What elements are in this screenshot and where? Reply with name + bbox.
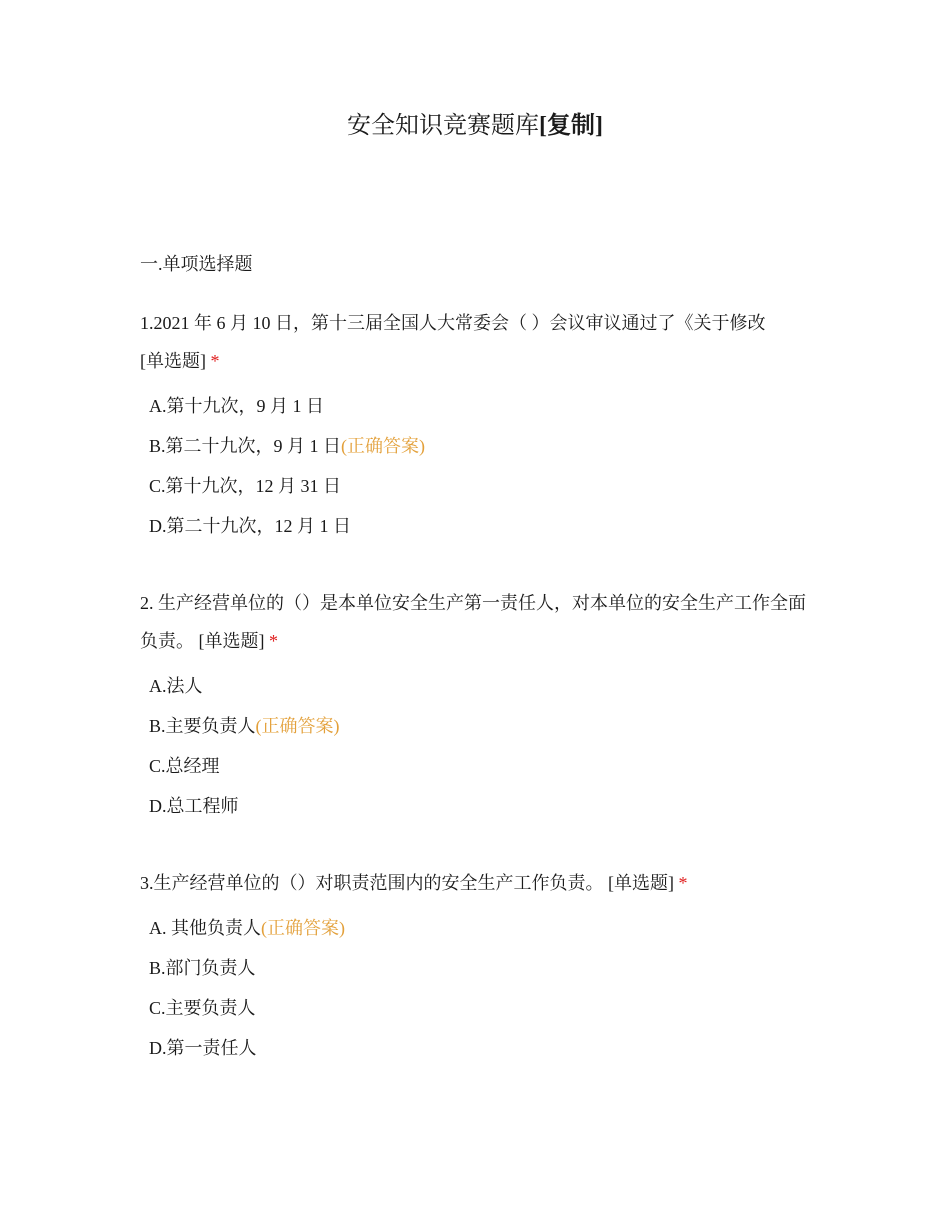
section-heading: 一.单项选择题 <box>140 254 253 274</box>
title-suffix: [复制] <box>539 113 603 139</box>
option-label: A.法人 <box>149 676 203 696</box>
option-c <box>149 466 820 506</box>
option-list <box>140 908 820 1068</box>
question-2 <box>140 584 820 826</box>
option-a <box>149 386 820 426</box>
option-d <box>149 506 820 546</box>
required-marker: * <box>210 351 220 371</box>
option-label: B.第二十九次，9 月 1 日 <box>149 436 342 456</box>
option-label: C.第十九次，12 月 31 日 <box>149 476 342 496</box>
option-label: B.部门负责人 <box>149 958 256 978</box>
option-label: D.总工程师 <box>149 796 239 816</box>
option-label: D.第二十九次，12 月 1 日 <box>149 516 351 536</box>
correct-answer-marker: (正确答案) <box>341 436 426 456</box>
option-label: C.总经理 <box>149 756 220 776</box>
option-b <box>149 426 820 466</box>
question-text: 3.生产经营单位的（）对职责范围内的安全生产工作负责。 <box>140 873 604 893</box>
option-label: C.主要负责人 <box>149 998 256 1018</box>
question-3 <box>140 864 820 1068</box>
option-d <box>149 786 820 826</box>
option-a <box>149 908 820 948</box>
question-type: [单选题] <box>198 631 265 651</box>
question-stem <box>140 304 820 380</box>
option-list <box>140 386 820 546</box>
question-type: [单选题] <box>608 873 674 893</box>
required-marker: * <box>678 873 688 893</box>
question-text: 1.2021 年 6 月 10 日，第十三届全国人大常委会（ ）会议审议通过了《关于修改 <box>140 313 766 333</box>
correct-answer-marker: (正确答案) <box>261 918 345 938</box>
option-a <box>149 666 820 706</box>
option-list <box>140 666 820 826</box>
page-title <box>0 108 950 144</box>
question-type: [单选题] <box>140 351 206 371</box>
option-label: B.主要负责人 <box>149 716 256 736</box>
correct-answer-marker: (正确答案) <box>255 716 340 736</box>
option-label: D.第一责任人 <box>149 1038 257 1058</box>
option-c <box>149 988 820 1028</box>
question-stem <box>140 864 820 902</box>
option-label: A. 其他负责人 <box>149 918 261 938</box>
option-label: A.第十九次，9 月 1 日 <box>149 396 324 416</box>
option-d <box>149 1028 820 1068</box>
required-marker: * <box>269 631 278 651</box>
question-1 <box>140 304 820 546</box>
option-b <box>149 948 820 988</box>
question-stem <box>140 584 820 660</box>
question-text: 2. 生产经营单位的（）是本单位安全生产第一责任人，对本单位的安全生产工作全面负责。 <box>140 593 806 651</box>
option-b <box>149 706 820 746</box>
option-c <box>149 746 820 786</box>
title-main: 安全知识竞赛题库 <box>347 113 539 139</box>
